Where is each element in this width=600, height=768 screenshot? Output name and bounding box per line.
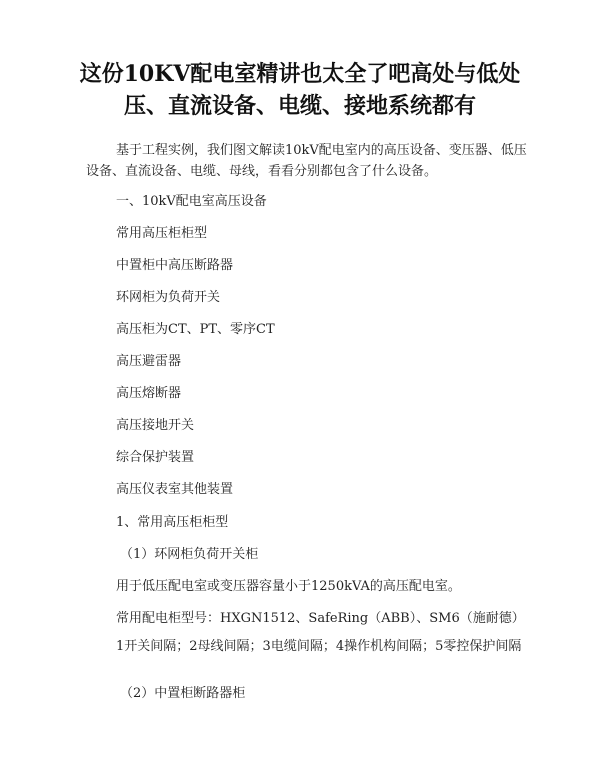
list-item: 高压熔断器: [116, 386, 182, 401]
paragraph: 1开关间隔；2母线间隔；3电缆间隔；4操作机构间隔；5零控保护间隔: [116, 639, 522, 654]
list-item: 高压接地开关: [116, 418, 195, 433]
list-item: 高压仪表室其他装置: [116, 482, 234, 497]
list-item: 高压柜为CT、PT、零序CT: [116, 322, 275, 337]
paragraph: 常用配电柜型号：HXGN1512、SafeRing（ABB）、SM6（施耐德）: [116, 611, 525, 626]
document-title: 这份10KV配电室精讲也太全了吧高处与低处压、直流设备、电缆、接地系统都有: [79, 61, 521, 119]
intro-paragraph: 基于工程实例，我们图文解读10kV配电室内的高压设备、变压器、低压设备、直流设备、电缆、母线，看看分别都包含了什么设备。: [86, 143, 527, 179]
section-heading: 一、10kV配电室高压设备: [116, 194, 267, 209]
list-item: 常用高压柜柜型: [116, 226, 208, 241]
sub-item-heading: （1）环网柜负荷开关柜: [120, 547, 259, 562]
list-item: 环网柜为负荷开关: [116, 290, 221, 305]
paragraph: 用于低压配电室或变压器容量小于1250kVA的高压配电室。: [116, 579, 461, 594]
list-item: 综合保护装置: [116, 450, 195, 465]
list-item: 中置柜中高压断路器: [116, 258, 234, 273]
sub-item-heading: （2）中置柜断路器柜: [120, 686, 246, 701]
subsection-heading: 1、常用高压柜柜型: [116, 515, 229, 530]
list-item: 高压避雷器: [116, 354, 182, 369]
